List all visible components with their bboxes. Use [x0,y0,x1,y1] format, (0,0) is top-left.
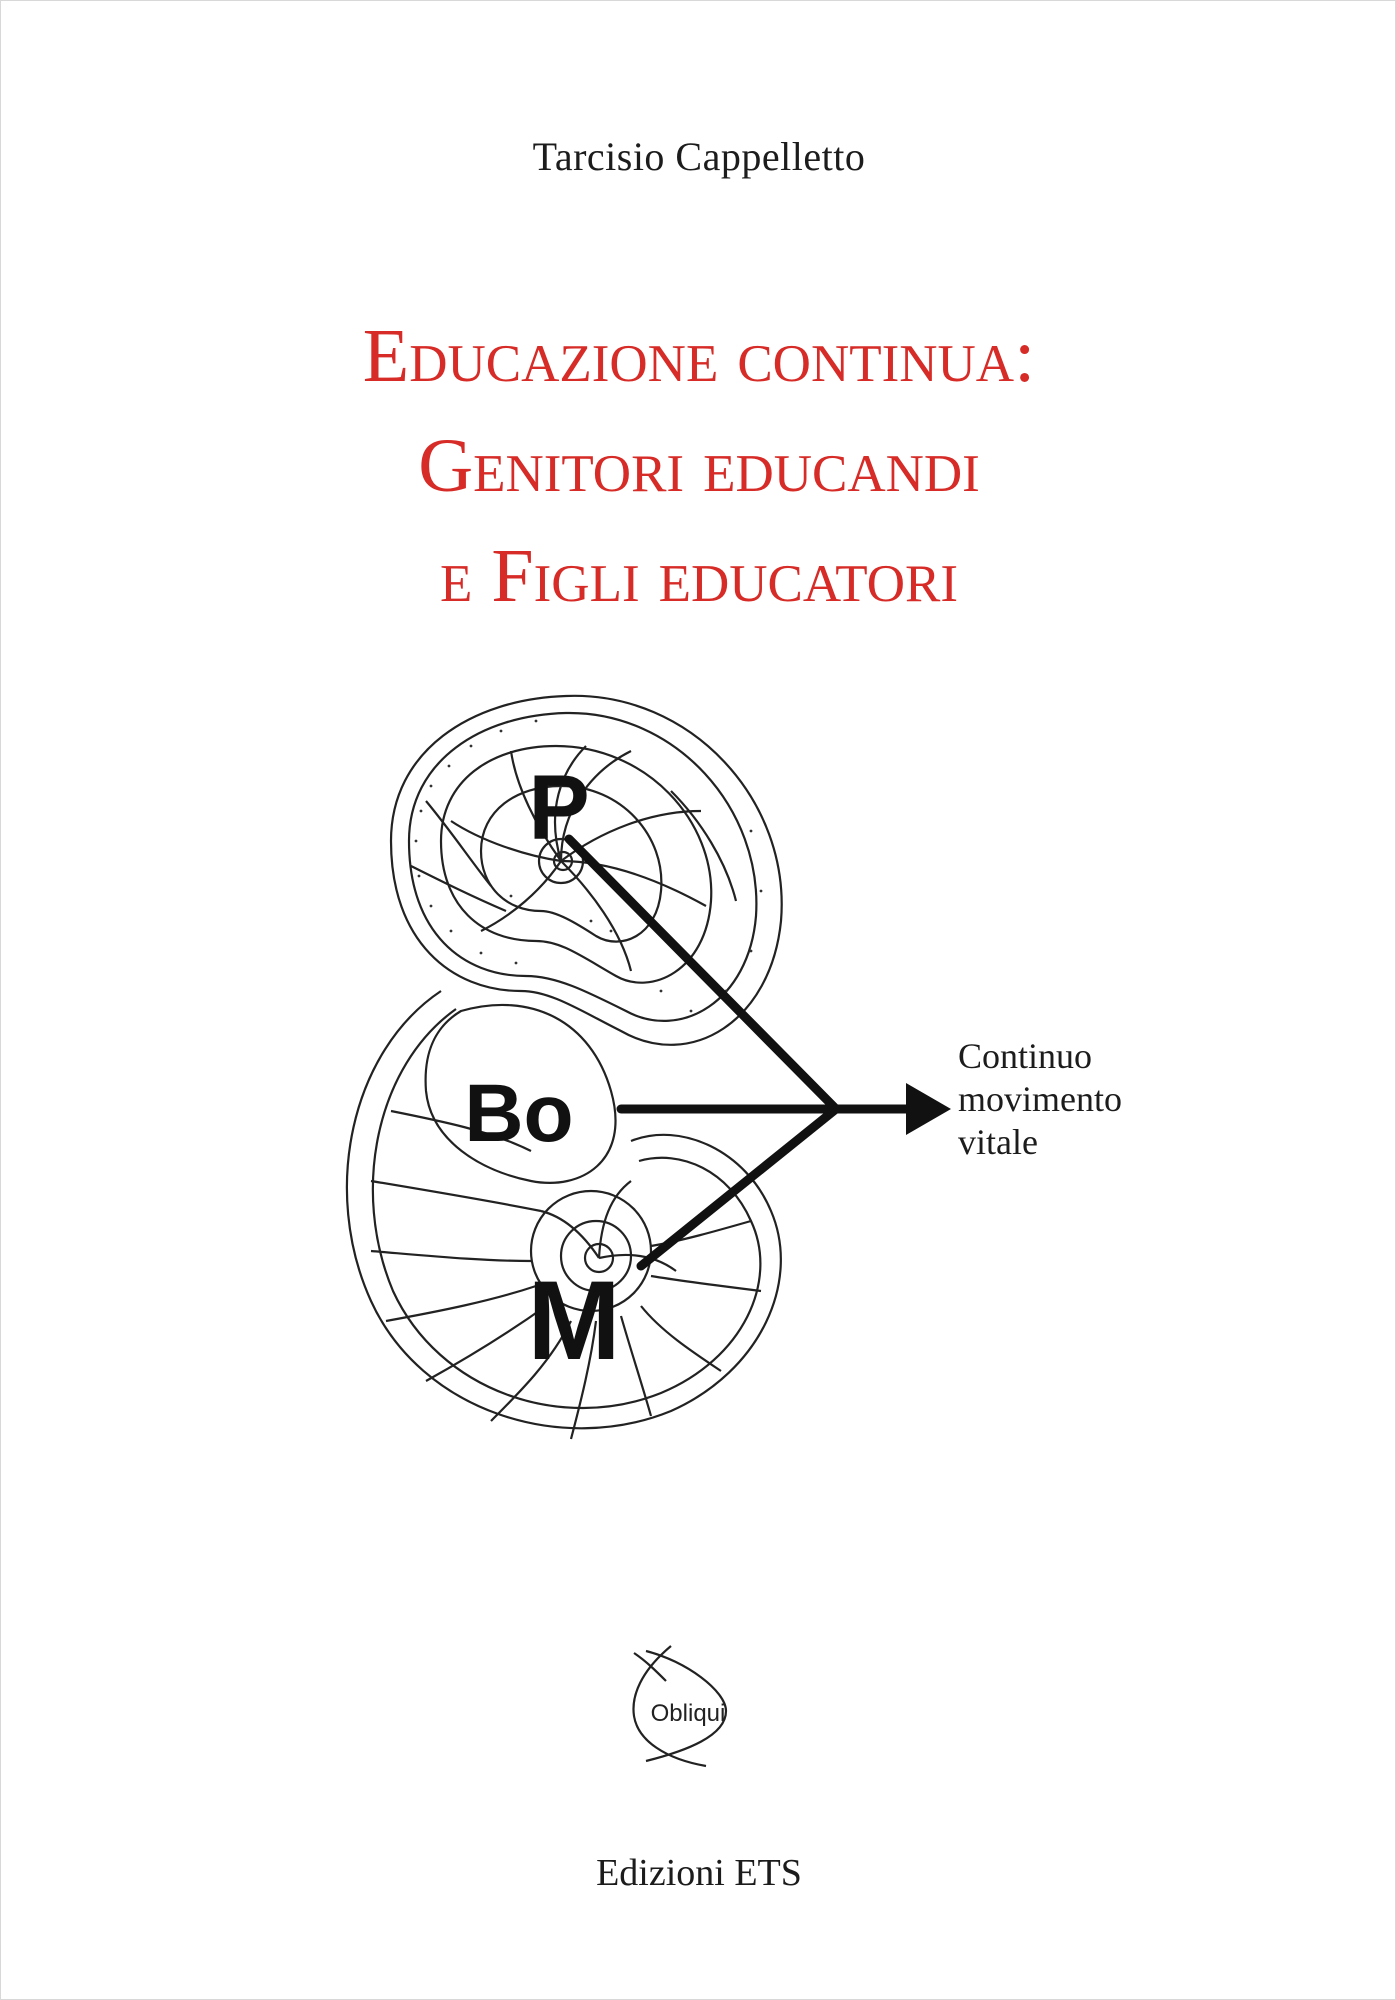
book-title [1,301,1396,632]
series-logo [626,1641,746,1771]
node-bo-label: Bo [464,1068,574,1159]
arrow-head-icon [906,1083,951,1135]
title-line-1: Educazione continua: [362,314,1036,398]
caption-line-2: movimento [958,1079,1122,1120]
nautilus-shell-illustration [331,691,951,1461]
title-line-2: Genitori educandi [418,424,980,509]
publisher-name: Edizioni ETS [596,1852,802,1894]
title-line-3: e Figli educatori [440,534,958,619]
caption-line-1: Continuo [958,1036,1093,1076]
diagram-caption [958,1035,1122,1165]
caption-line-3: vitale [958,1122,1038,1163]
node-m-label: M [527,1258,621,1383]
series-logo-text: Obliqui [650,1700,726,1727]
diagram-arrows [569,839,906,1266]
author-name: Tarcisio Cappelletto [532,134,866,179]
node-p-label: P [528,757,590,859]
